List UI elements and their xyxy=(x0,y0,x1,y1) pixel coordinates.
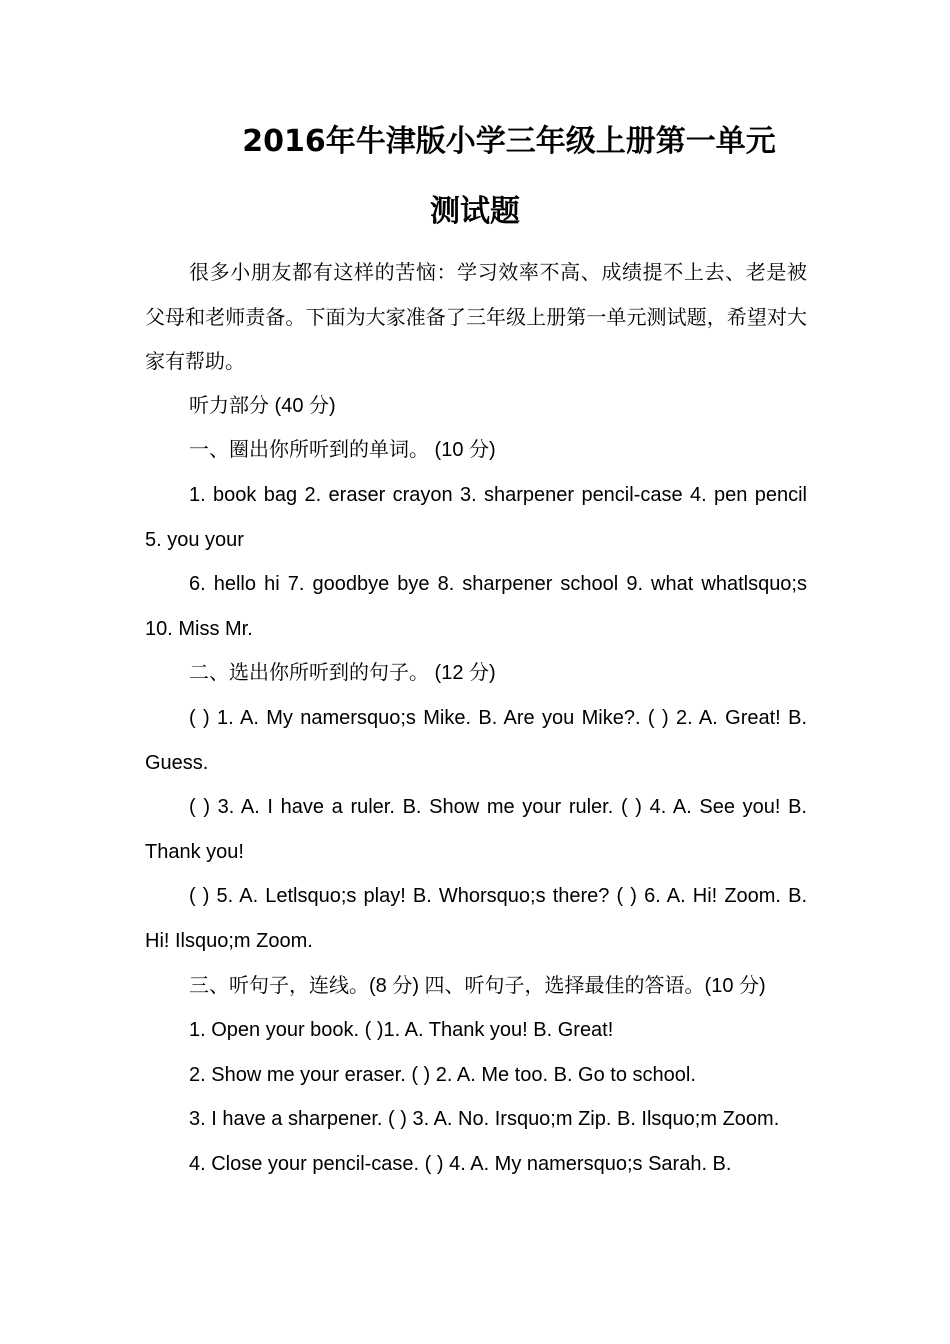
intro-paragraph: 很多小朋友都有这样的苦恼：学习效率不高、成绩提不上去、老是被父母和老师责备。下面为大家准备了三年级上册第一单元测试题，希望对大家有帮助。 xyxy=(145,260,807,374)
question-item-3-3: 3. I have a sharpener. ( ) 3. A. No. Irsquo;m Zip. B. Ilsquo;m Zoom. xyxy=(189,1108,780,1131)
question-heading-3-4: 三、听句子，连线。(8 分) 四、听句子，选择最佳的答语。(10 分) xyxy=(189,974,766,997)
question-item-3-4: 4. Close your pencil-case. ( ) 4. A. My namersquo;s Sarah. B. xyxy=(189,1152,732,1175)
section-heading-listening: 听力部分 (40 分) xyxy=(189,394,336,417)
document-title: 2016年牛津版小学三年级上册第一单元 xyxy=(242,124,776,159)
document-body xyxy=(145,250,807,1186)
question-items-1a: 1. book bag 2. eraser crayon 3. sharpener pencil-case 4. pen pencil 5. you your xyxy=(145,483,807,551)
question-item-3-1: 1. Open your book. ( )1. A. Thank you! B. Great! xyxy=(189,1019,614,1042)
question-items-1b: 6. hello hi 7. goodbye bye 8. sharpener school 9. what whatlsquo;s 10. Miss Mr. xyxy=(145,573,807,640)
question-heading-1: 一、圈出你所听到的单词。 (10 分) xyxy=(189,439,496,462)
question-heading-2: 二、选出你所听到的句子。 (12 分) xyxy=(189,662,496,685)
question-items-2b: ( ) 3. A. I have a ruler. B. Show me your ruler. ( ) 4. A. See you! B. Thank you! xyxy=(145,796,807,863)
document-title-line-2: 测试题 xyxy=(430,194,520,229)
question-items-2c: ( ) 5. A. Letlsquo;s play! B. Whorsquo;s there? ( ) 6. A. Hi! Zoom. B. Hi! Ilsquo;m Zoom. xyxy=(145,885,807,952)
question-item-3-2: 2. Show me your eraser. ( ) 2. A. Me too. B. Go to school. xyxy=(189,1063,696,1086)
question-items-2a: ( ) 1. A. My namersquo;s Mike. B. Are you Mike?. ( ) 2. A. Great! B. Guess. xyxy=(145,706,807,774)
